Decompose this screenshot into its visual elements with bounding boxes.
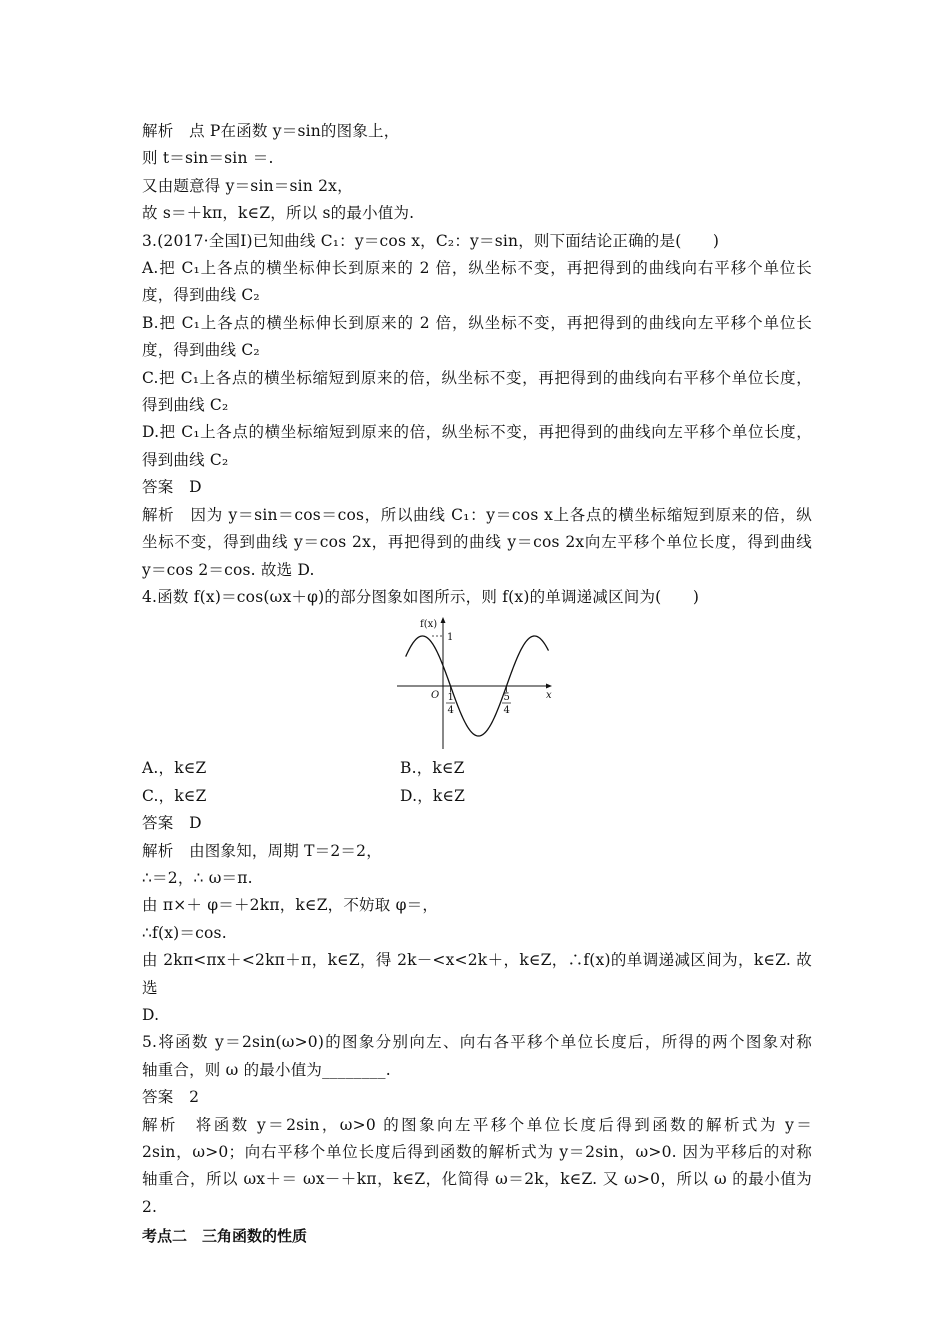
text-line: ∴＝2，∴ ω＝π. <box>142 868 253 887</box>
y-axis-label: f(x) <box>420 619 438 631</box>
text-line: 轴重合，所以 ωx＋＝ ωx－＋kπ，k∈Z，化简得 ω＝2k，k∈Z. 又 ω>0，所以 ω 的最小值为 <box>142 1170 812 1189</box>
option-a: A.，k∈Z <box>142 759 207 778</box>
text-line: 解析 因为 y＝sin＝cos＝cos，所以曲线 C₁：y＝cos x上各点的横坐标缩短到原来的倍，纵 <box>142 505 812 524</box>
text-line: 5.将函数 y＝2sin(ω>0)的图象分别向左、向右各平移个单位长度后，所得的两个图象对称 <box>142 1033 812 1052</box>
x-tick-label-quarter-den: 4 <box>447 705 454 717</box>
y-tick-label: 1 <box>447 632 454 644</box>
x-axis-label: x <box>546 690 552 702</box>
text-line: B.把 C₁上各点的横坐标伸长到原来的 2 倍，纵坐标不变，再把得到的曲线向左平移个单位长 <box>142 313 812 332</box>
text-line: 4.函数 f(x)＝cos(ωx＋φ)的部分图象如图所示，则 f(x)的单调递减区间为( ) <box>142 587 700 606</box>
text-line: y＝cos 2＝cos. 故选 D. <box>142 560 315 579</box>
option-b: B.，k∈Z <box>400 759 465 778</box>
text-line: 由 π×＋ φ＝＋2kπ，k∈Z，不妨取 φ＝， <box>142 896 439 915</box>
option-c: C.，k∈Z <box>142 786 207 805</box>
text-line: 由 2kπ<πx＋<2kπ＋π，k∈Z，得 2k－<x<2k＋，k∈Z，∴f(x)的单调递减区间为，k∈Z. 故选 <box>142 951 812 997</box>
text-line: 解析 由图象知，周期 T＝2＝2， <box>142 841 382 860</box>
cosine-graph <box>395 613 555 749</box>
text-line: 得到曲线 C₂ <box>142 396 229 415</box>
text-line: 轴重合，则 ω 的最小值为________. <box>142 1060 391 1079</box>
text-line: 答案 2 <box>142 1088 200 1107</box>
text-line: 又由题意得 y＝sin＝sin 2x， <box>142 176 353 195</box>
text-line: 得到曲线 C₂ <box>142 450 229 469</box>
text-line: 答案 D <box>142 478 202 497</box>
text-line: C.把 C₁上各点的横坐标缩短到原来的倍，纵坐标不变，再把得到的曲线向右平移个单位长度， <box>142 368 812 387</box>
x-tick-label-quarter-num: 1 <box>447 692 454 704</box>
text-line: D.把 C₁上各点的横坐标缩短到原来的倍，纵坐标不变，再把得到的曲线向左平移个单位长度， <box>142 423 812 442</box>
answer-options <box>142 755 812 810</box>
text-line: 解析 将函数 y＝2sin，ω>0 的图象向左平移个单位长度后得到函数的解析式为 y＝ <box>142 1115 812 1134</box>
text-line: 2sin，ω>0；向右平移个单位长度后得到函数的解析式为 y＝2sin，ω>0. 因为平移后的对称 <box>142 1143 812 1161</box>
x-tick-label-five-quarter-num: 5 <box>503 692 510 704</box>
document-page <box>142 118 812 1251</box>
text-block-a <box>142 118 812 611</box>
text-line: 2. <box>142 1197 158 1216</box>
text-line: 故 s＝＋kπ，k∈Z，所以 s的最小值为. <box>142 204 415 223</box>
text-line: 3.(2017·全国Ⅰ)已知曲线 C₁：y＝cos x，C₂：y＝sin，则下面结论正确的是( ) <box>142 231 720 250</box>
text-line: 答案 D <box>142 814 202 833</box>
text-line: D. <box>142 1005 160 1024</box>
option-d: D.，k∈Z <box>400 786 466 805</box>
text-line: 解析 点 P在函数 y＝sin的图象上， <box>142 122 400 140</box>
origin-label: O <box>431 690 440 702</box>
text-line: A.把 C₁上各点的横坐标伸长到原来的 2 倍，纵坐标不变，再把得到的曲线向右平移个单位长 <box>142 259 812 278</box>
section-heading: 考点二 三角函数的性质 <box>142 1227 308 1246</box>
x-axis-arrow <box>546 684 552 689</box>
text-line: 则 t＝sin＝sin ＝. <box>142 149 274 168</box>
x-tick-label-five-quarter-den: 4 <box>503 705 510 717</box>
options-row-2 <box>142 783 812 810</box>
options-row-1 <box>142 755 812 782</box>
text-line: 度，得到曲线 C₂ <box>142 341 260 360</box>
text-line: 度，得到曲线 C₂ <box>142 286 260 305</box>
cosine-graph-figure <box>142 613 812 751</box>
text-block-b <box>142 810 812 1221</box>
text-line: ∴f(x)＝cos. <box>142 923 227 942</box>
text-line: 坐标不变，得到曲线 y＝cos 2x，再把得到的曲线 y＝cos 2x向左平移个单位长度，得到曲线 <box>142 533 812 552</box>
y-axis-arrow <box>441 617 446 623</box>
